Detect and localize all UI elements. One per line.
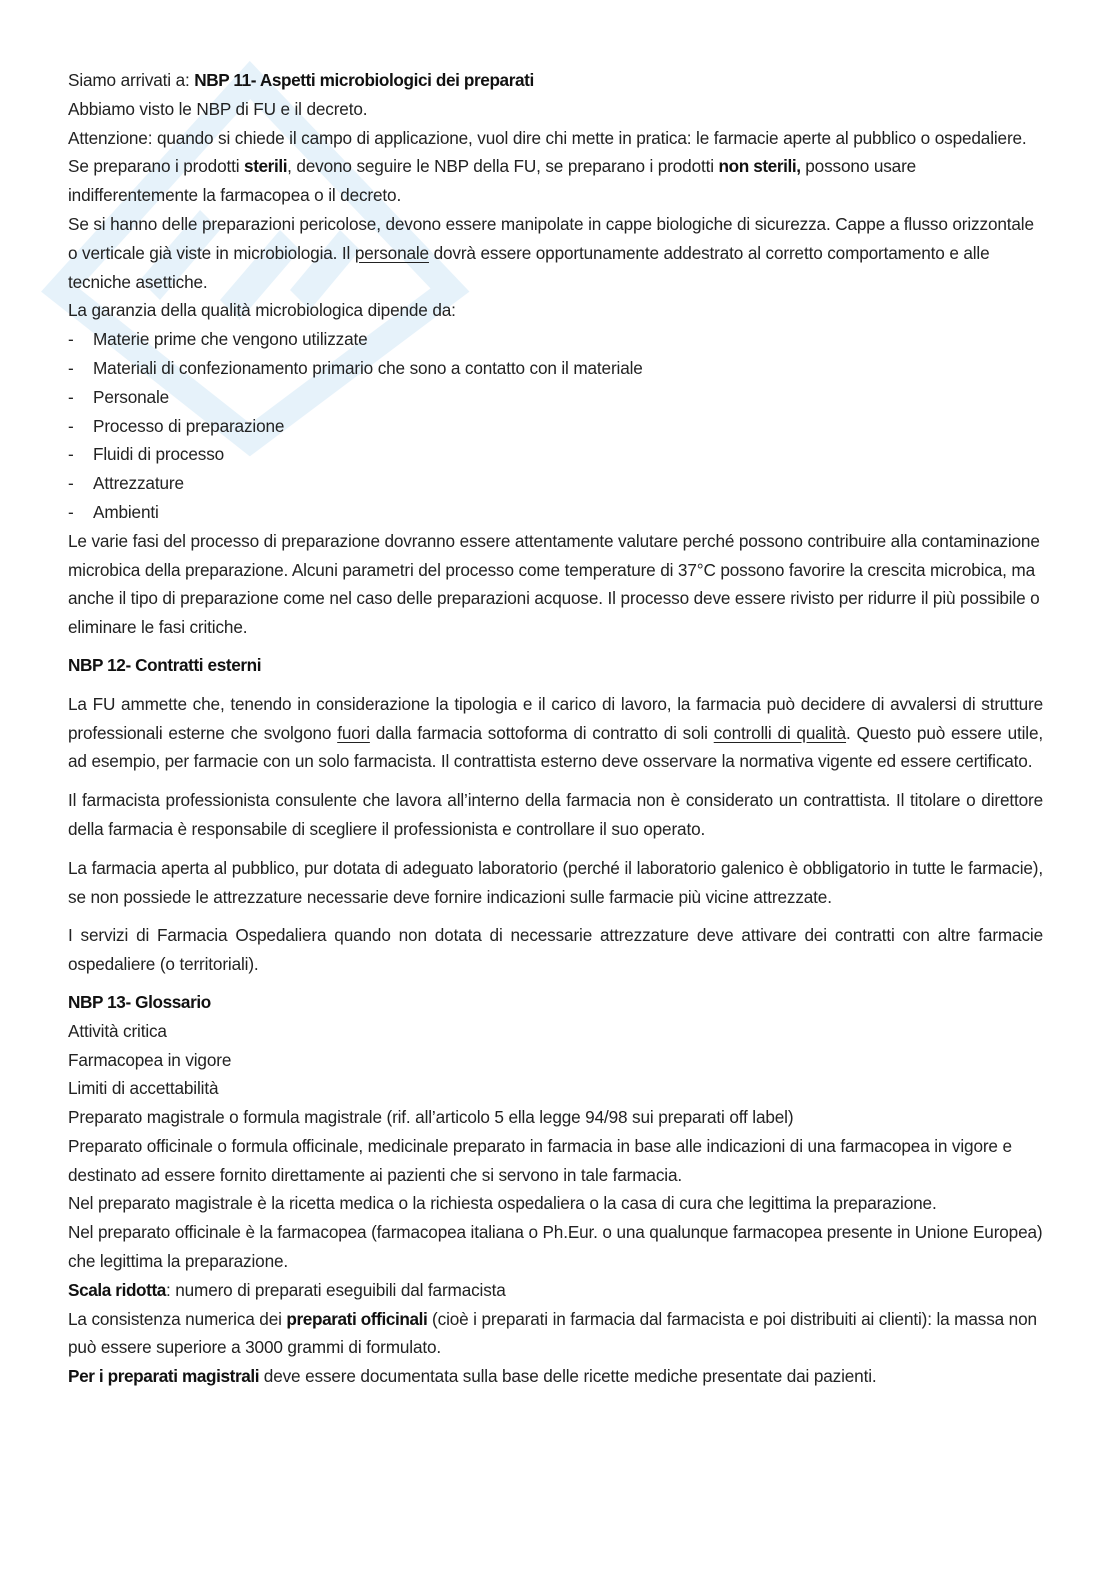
bold-term: preparati officinali [286, 1308, 428, 1329]
glossary-item: Attività critica [68, 1020, 167, 1041]
paragraph: La FU ammette che, tenendo in considerazione la tipologia e il carico di lavoro, la farmacia può decidere di avvalersi di strutture professionali esterne che svolgono fuori dalla farmacia sottoforma di contratto di soli controlli di qualità. Questo può essere utile, ad esempio, per farmacie con un solo farmacista. Il contrattista esterno deve osservare la normativa vigente ed essere certificato. [68, 693, 1043, 772]
list-item: - Attrezzature [68, 473, 184, 494]
paragraph: La farmacia aperta al pubblico, pur dotata di adeguato laboratorio (perché il laboratorio galenico è obbligatorio in tutte le farmacie), se non possiede le attrezzature necessarie deve fornire indicazioni sulle farmacie più vicine attrezzate. [68, 857, 1043, 907]
paragraph: Il farmacista professionista consulente che lavora all’interno della farmacia non è considerato un contrattista. Il titolare o direttore della farmacia è responsabile di scegliere il professionista e controllare il suo operato. [68, 790, 1043, 839]
section-heading-nbp12: NBP 12- Contratti esterni [68, 654, 262, 675]
paragraph: La garanzia della qualità microbiologica dipende da: [68, 300, 456, 321]
list-item: - Processo di preparazione [68, 415, 285, 436]
section-heading-nbp11: NBP 11- Aspetti microbiologici dei preparati [194, 70, 534, 90]
bold-term: sterili [244, 156, 288, 177]
quality-factors-list [68, 325, 1043, 527]
glossary-item: Limiti di accettabilità [68, 1078, 219, 1099]
paragraph: Se preparano i prodotti sterili, devono seguire le NBP della FU, se preparano i prodotti non sterili, possono usare indifferentemente la farmacopea o il decreto. [68, 156, 917, 206]
underlined-term: fuori [337, 722, 370, 743]
glossary-item: Farmacopea in vigore [68, 1049, 232, 1070]
paragraph: Per i preparati magistrali deve essere documentata sulla base delle ricette mediche presentate dai pazienti. [68, 1366, 877, 1387]
paragraph: Attenzione: quando si chiede il campo di applicazione, vuol dire chi mette in pratica: le farmacie aperte al pubblico o ospedaliere. [68, 127, 1027, 148]
paragraph: Abbiamo visto le NBP di FU e il decreto. [68, 98, 368, 119]
bold-term: Scala ridotta [68, 1279, 166, 1300]
paragraph: Scala ridotta: numero di preparati eseguibili dal farmacista [68, 1279, 506, 1300]
bold-term: non sterili, [718, 156, 801, 177]
list-item: - Materie prime che vengono utilizzate [68, 329, 368, 350]
paragraph: Nel preparato officinale è la farmacopea (farmacopea italiana o Ph.Eur. o una qualunque farmacopea presente in Unione Europea) che legittima la preparazione. [68, 1222, 1043, 1272]
intro-prefix: Siamo arrivati a: [68, 70, 195, 90]
paragraph: Se si hanno delle preparazioni pericolose, devono essere manipolate in cappe biologiche di sicurezza. Cappe a flusso orizzontale o verticale già viste in microbiologia. Il personale dovrà essere opportunamente addestrato al corretto comportamento e alle tecniche asettiche. [68, 213, 1034, 292]
paragraph: La consistenza numerica dei preparati officinali (cioè i preparati in farmacia dal farmacista e poi distribuiti ai clienti): la massa non può essere superiore a 3000 grammi di formulato. [68, 1308, 1037, 1358]
paragraph: Nel preparato magistrale è la ricetta medica o la richiesta ospedaliera o la casa di cura che legittima la preparazione. [68, 1193, 937, 1214]
list-item: - Materiali di confezionamento primario che sono a contatto con il materiale [68, 357, 643, 378]
document-content [68, 66, 1043, 1391]
bold-term: Per i preparati magistrali [68, 1366, 260, 1387]
underlined-term: personale [354, 242, 429, 263]
glossary-item: Preparato officinale o formula officinale, medicinale preparato in farmacia in base alle indicazioni di una farmacopea in vigore e destinato ad essere fornito direttamente ai pazienti che si servono in tale farmacia. [68, 1135, 1012, 1185]
paragraph: I servizi di Farmacia Ospedaliera quando non dotata di necessarie attrezzature deve attivare dei contratti con altre farmacie ospedaliere (o territoriali). [68, 925, 1043, 975]
list-item: - Ambienti [68, 501, 159, 522]
intro-line [68, 66, 1043, 95]
underlined-term: controlli di qualità [713, 722, 847, 743]
list-item: - Personale [68, 386, 170, 407]
section-heading-nbp13: NBP 13- Glossario [68, 991, 211, 1012]
glossary-item: Preparato magistrale o formula magistrale (rif. all’articolo 5 ella legge 94/98 sui preparati off label) [68, 1107, 794, 1128]
paragraph: Le varie fasi del processo di preparazione dovranno essere attentamente valutare perché possono contribuire alla contaminazione microbica della preparazione. Alcuni parametri del processo come temperature di 37°C possono favorire la crescita microbica, ma anche il tipo di preparazione come nel caso delle preparazioni acquose. Il processo deve essere rivisto per ridurre il più possibile o eliminare le fasi critiche. [68, 530, 1040, 638]
list-item: - Fluidi di processo [68, 444, 225, 465]
